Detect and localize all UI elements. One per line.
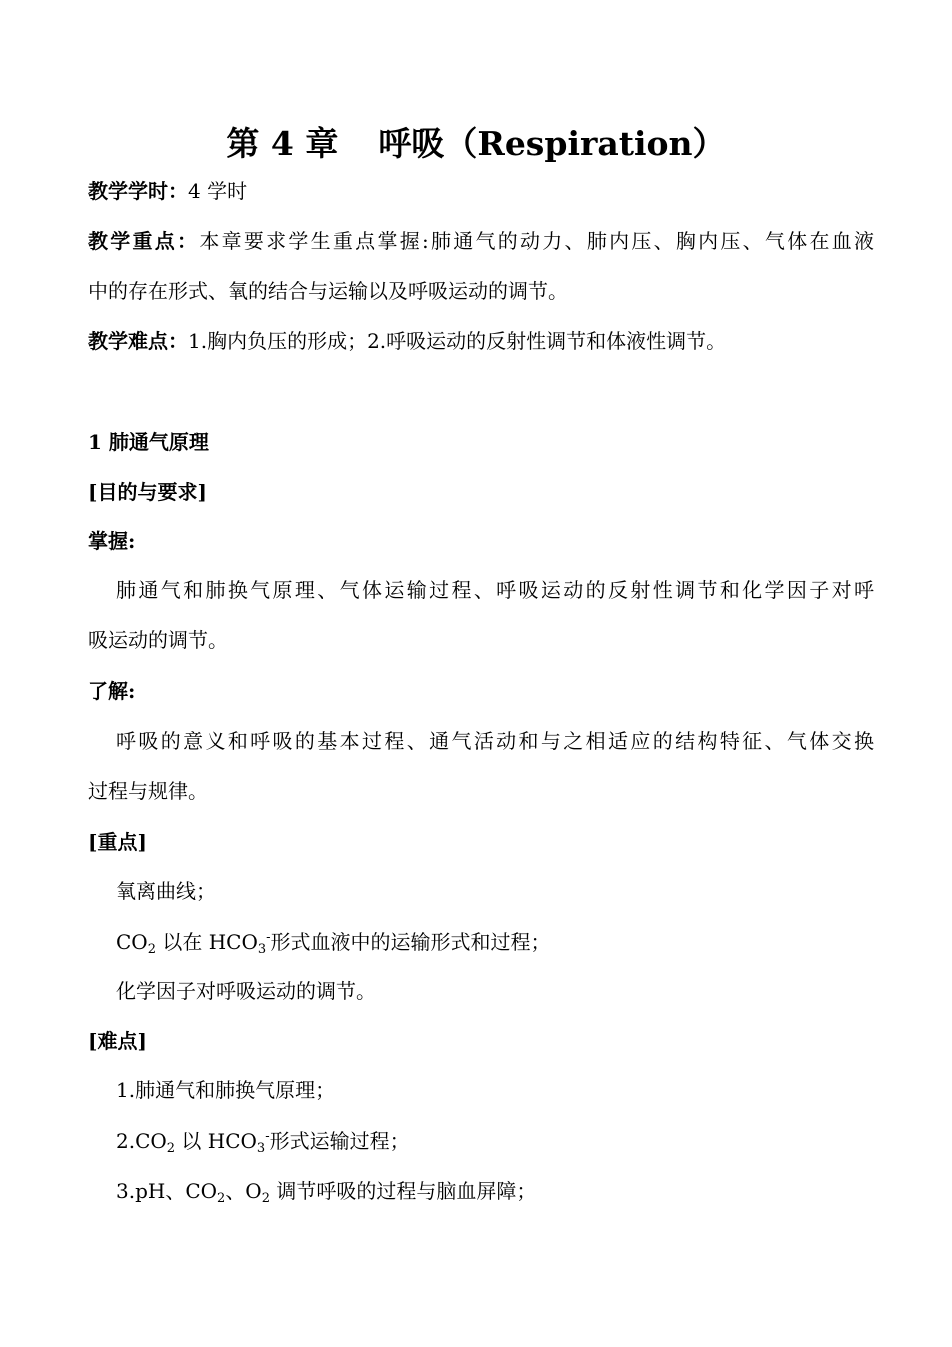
- difficulties: [88, 331, 726, 351]
- chapter-word: 章: [305, 124, 339, 163]
- focus-item-2-sub-a: 2: [147, 942, 156, 957]
- hard-item-2-sub-b: 3: [256, 1141, 266, 1156]
- understand-text-line1: 呼吸的意义和呼吸的基本过程、通气活动和与之相适应的结构特征、气体交换: [116, 729, 874, 753]
- understand-text-line2: 过程与规律。: [88, 779, 208, 803]
- key-points-line1: [88, 231, 874, 251]
- hard-heading: [难点]: [88, 1029, 147, 1053]
- difficulties-label: 教学难点：: [88, 329, 188, 353]
- focus-item-3: 化学因子对呼吸运动的调节。: [116, 979, 376, 1003]
- key-points-line2: 中的存在形式、氧的结合与运输以及呼吸运动的调节。: [88, 279, 568, 303]
- focus-item-2-part-b: 以在 HCO: [155, 930, 258, 954]
- focus-item-2-sup-b: -: [266, 930, 271, 945]
- section-heading: 1 肺通气原理: [88, 430, 209, 454]
- master-text-line1: 肺通气和肺换气原理、气体运输过程、呼吸运动的反射性调节和化学因子对呼: [116, 578, 874, 602]
- hard-item-1: 1.肺通气和肺换气原理；: [116, 1078, 336, 1102]
- chapter-number: 4: [270, 124, 294, 163]
- goals-heading: [目的与要求]: [88, 480, 207, 504]
- key-points-text1: 本章要求学生重点掌握:肺通气的动力、肺内压、胸内压、气体在血液: [199, 229, 874, 253]
- hard-item-3-part-a: 3.pH、CO: [116, 1179, 218, 1203]
- hard-item-3: [116, 1181, 536, 1205]
- hard-item-2-part-c: 形式运输过程；: [269, 1129, 410, 1153]
- hard-item-3-part-b: 、O: [225, 1179, 262, 1203]
- hard-item-3-sub-b: 2: [261, 1191, 270, 1206]
- chapter-name: 呼吸（Respiration）: [378, 124, 726, 163]
- master-heading: 掌握:: [88, 529, 136, 553]
- teaching-hours-value: 4 学时: [188, 179, 248, 203]
- chapter-title: [0, 118, 952, 165]
- hard-item-2-sup-b: -: [265, 1129, 270, 1144]
- hard-item-2-sub-a: 2: [166, 1141, 176, 1156]
- hard-item-3-part-c: 调节呼吸的过程与脑血屏障；: [270, 1179, 537, 1203]
- chapter-title-prefix: 第: [226, 124, 260, 163]
- focus-item-2: [116, 931, 551, 956]
- hard-item-2-part-a: 2.CO: [116, 1129, 167, 1153]
- master-text-line2: 吸运动的调节。: [88, 628, 228, 652]
- focus-heading: [重点]: [88, 830, 147, 854]
- understand-heading: 了解:: [88, 679, 136, 703]
- focus-item-1: 氧离曲线；: [116, 879, 216, 903]
- focus-item-2-part-c: 形式血液中的运输形式和过程；: [270, 930, 551, 954]
- difficulties-value: 1.胸内负压的形成；2.呼吸运动的反射性调节和体液性调节。: [188, 329, 727, 353]
- key-points-label: 教学重点：: [88, 229, 200, 253]
- teaching-hours-label: 教学学时：: [88, 179, 188, 203]
- hard-item-3-sub-a: 2: [217, 1191, 226, 1206]
- hard-item-2-part-b: 以 HCO: [175, 1129, 257, 1153]
- teaching-hours: [88, 181, 247, 201]
- focus-item-2-part-a: CO: [116, 930, 148, 954]
- focus-item-2-sub-b: 3: [257, 942, 267, 957]
- hard-item-2: [116, 1130, 410, 1155]
